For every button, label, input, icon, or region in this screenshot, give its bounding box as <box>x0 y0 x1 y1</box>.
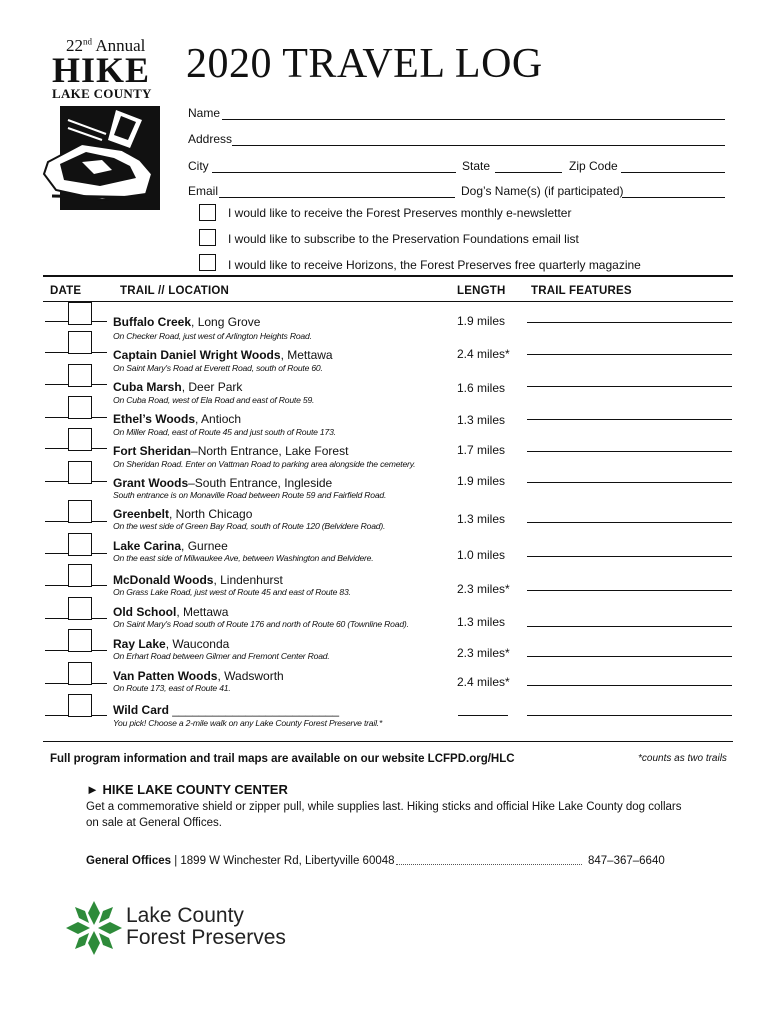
trail-features-field[interactable] <box>527 590 732 591</box>
trail-features-field[interactable] <box>527 626 732 627</box>
trail-length: 1.9 miles <box>457 314 506 328</box>
table-bottom-rule <box>43 741 733 742</box>
logo-lake-county: LAKE COUNTY <box>52 86 152 101</box>
trail-features-field[interactable] <box>527 715 732 716</box>
center-description: Get a commemorative shield or zipper pull, while supplies last. Hiking sticks and official Hike Lake County dog collars on sale at General Offices. <box>86 801 682 829</box>
trail-features-field[interactable] <box>527 354 732 355</box>
name-field[interactable] <box>222 119 725 120</box>
foundation-email-checkbox[interactable] <box>199 229 216 246</box>
table-header-rule <box>43 301 733 302</box>
trail-directions: On Saint Mary's Road south of Route 176 and north of Route 60 (Townline Road). <box>113 619 409 629</box>
trail-directions: You pick! Choose a 2-mile walk on any Lake County Forest Preserve trail.* <box>113 718 383 728</box>
address-field[interactable] <box>232 145 725 146</box>
forest-preserves-leaf-logo-icon <box>64 899 124 957</box>
trail-name: Grant Woods–South Entrance, Ingleside <box>113 476 333 490</box>
date-checkbox[interactable] <box>68 597 92 620</box>
city-label: City <box>188 159 209 173</box>
trail-features-field[interactable] <box>527 522 732 523</box>
trail-directions: On the west side of Green Bay Road, south of Route 120 (Belvidere Road). <box>113 521 386 531</box>
logo-annual: 22nd Annual <box>66 36 146 55</box>
trail-features-field[interactable] <box>527 656 732 657</box>
trail-features-field[interactable] <box>527 419 732 420</box>
date-checkbox[interactable] <box>68 500 92 523</box>
date-checkbox[interactable] <box>68 396 92 419</box>
dogs-field[interactable] <box>622 197 725 198</box>
state-label: State <box>462 159 491 173</box>
trail-name: Captain Daniel Wright Woods, Mettawa <box>113 348 333 362</box>
trail-length: 1.3 miles <box>457 413 506 427</box>
hiking-boot-icon <box>42 104 164 216</box>
counts-as-two-note: *counts as two trails <box>638 753 727 764</box>
date-column-header: DATE <box>50 285 82 297</box>
program-info: Full program information and trail maps are available on our website LCFPD.org/HLC <box>50 753 515 765</box>
wild-card-length-field[interactable] <box>458 715 508 716</box>
trail-features-field[interactable] <box>527 451 732 452</box>
trail-name: Old School, Mettawa <box>113 605 229 619</box>
trail-directions: On Checker Road, just west of Arlington Heights Road. <box>113 331 312 341</box>
date-checkbox[interactable] <box>68 533 92 556</box>
trail-column-header: TRAIL // LOCATION <box>120 285 230 297</box>
trail-features-field[interactable] <box>527 482 732 483</box>
features-column-header: TRAIL FEATURES <box>531 285 632 297</box>
date-checkbox[interactable] <box>68 428 92 451</box>
trail-name: Buffalo Creek, Long Grove <box>113 315 261 329</box>
date-checkbox[interactable] <box>68 461 92 484</box>
city-field[interactable] <box>212 172 456 173</box>
trail-name: Van Patten Woods, Wadsworth <box>113 669 284 683</box>
zip-label: Zip Code <box>569 159 618 173</box>
state-field[interactable] <box>495 172 562 173</box>
trail-name: Fort Sheridan–North Entrance, Lake Forest <box>113 444 349 458</box>
trail-length: 1.9 miles <box>457 474 506 488</box>
trail-directions: On Route 173, east of Route 41. <box>113 683 231 693</box>
trail-length: 1.7 miles <box>457 443 506 457</box>
address-label: Address <box>188 132 233 146</box>
date-checkbox[interactable] <box>68 662 92 685</box>
date-checkbox[interactable] <box>68 364 92 387</box>
trail-directions: On Grass Lake Road, just west of Route 45 and east of Route 83. <box>113 587 351 597</box>
trail-name: Ray Lake, Wauconda <box>113 637 230 651</box>
foundation-email-option-label: I would like to subscribe to the Preservation Foundations email list <box>228 232 579 246</box>
newsletter-checkbox[interactable] <box>199 204 216 221</box>
dogs-label: Dog’s Name(s) (if participated) <box>461 184 624 198</box>
trail-length: 1.3 miles <box>457 512 506 526</box>
trail-directions: On Sheridan Road. Enter on Vattman Road to parking area alongside the cemetery. <box>113 459 416 469</box>
trail-length: 2.3 miles* <box>457 646 510 660</box>
trail-directions: South entrance is on Monaville Road between Route 59 and Fairfield Road. <box>113 490 387 500</box>
trail-length: 2.3 miles* <box>457 582 510 596</box>
center-heading: ► HIKE LAKE COUNTY CENTER <box>86 782 288 797</box>
date-checkbox[interactable] <box>68 629 92 652</box>
trail-length: 1.3 miles <box>457 615 506 629</box>
trail-directions: On Miller Road, east of Route 45 and just south of Route 173. <box>113 427 336 437</box>
email-field[interactable] <box>219 197 455 198</box>
leader-dots <box>396 864 582 865</box>
date-checkbox[interactable] <box>68 331 92 354</box>
trail-name: Greenbelt, North Chicago <box>113 507 253 521</box>
date-checkbox[interactable] <box>68 694 92 717</box>
organization-name: Lake County Forest Preserves <box>126 904 286 949</box>
trail-length: 1.6 miles <box>457 381 506 395</box>
date-checkbox[interactable] <box>68 302 92 325</box>
horizons-option-label: I would like to receive Horizons, the Forest Preserves free quarterly magazine <box>228 258 641 272</box>
page-title: 2020 TRAVEL LOG <box>186 41 543 87</box>
trail-directions: On Cuba Road, west of Ela Road and east of Route 59. <box>113 395 315 405</box>
newsletter-option-label: I would like to receive the Forest Preserves monthly e-newsletter <box>228 206 572 220</box>
trail-directions: On Saint Mary's Road at Everett Road, south of Route 60. <box>113 363 323 373</box>
table-top-rule <box>43 275 733 277</box>
trail-name: Ethel’s Woods, Antioch <box>113 412 242 426</box>
trail-name: McDonald Woods, Lindenhurst <box>113 573 283 587</box>
date-checkbox[interactable] <box>68 564 92 587</box>
horizons-magazine-checkbox[interactable] <box>199 254 216 271</box>
trail-name: Wild Card _________________________ <box>113 703 340 717</box>
phone-number: 847–367–6640 <box>588 855 665 867</box>
general-offices: General Offices | 1899 W Winchester Rd, Libertyville 60048 <box>86 855 395 867</box>
trail-features-field[interactable] <box>527 685 732 686</box>
trail-features-field[interactable] <box>527 322 732 323</box>
trail-directions: On the east side of Milwaukee Ave, between Washington and Belvidere. <box>113 553 374 563</box>
trail-features-field[interactable] <box>527 386 732 387</box>
logo-hike: HIKE <box>52 50 151 90</box>
trail-features-field[interactable] <box>527 556 732 557</box>
trail-length: 1.0 miles <box>457 548 506 562</box>
email-label: Email <box>188 184 219 198</box>
trail-name: Lake Carina, Gurnee <box>113 539 228 553</box>
trail-length: 2.4 miles* <box>457 347 510 361</box>
name-label: Name <box>188 106 221 120</box>
trail-name: Cuba Marsh, Deer Park <box>113 380 243 394</box>
zip-field[interactable] <box>621 172 725 173</box>
length-column-header: LENGTH <box>457 285 506 297</box>
trail-length: 2.4 miles* <box>457 675 510 689</box>
trail-directions: On Erhart Road between Gilmer and Fremont Center Road. <box>113 651 330 661</box>
